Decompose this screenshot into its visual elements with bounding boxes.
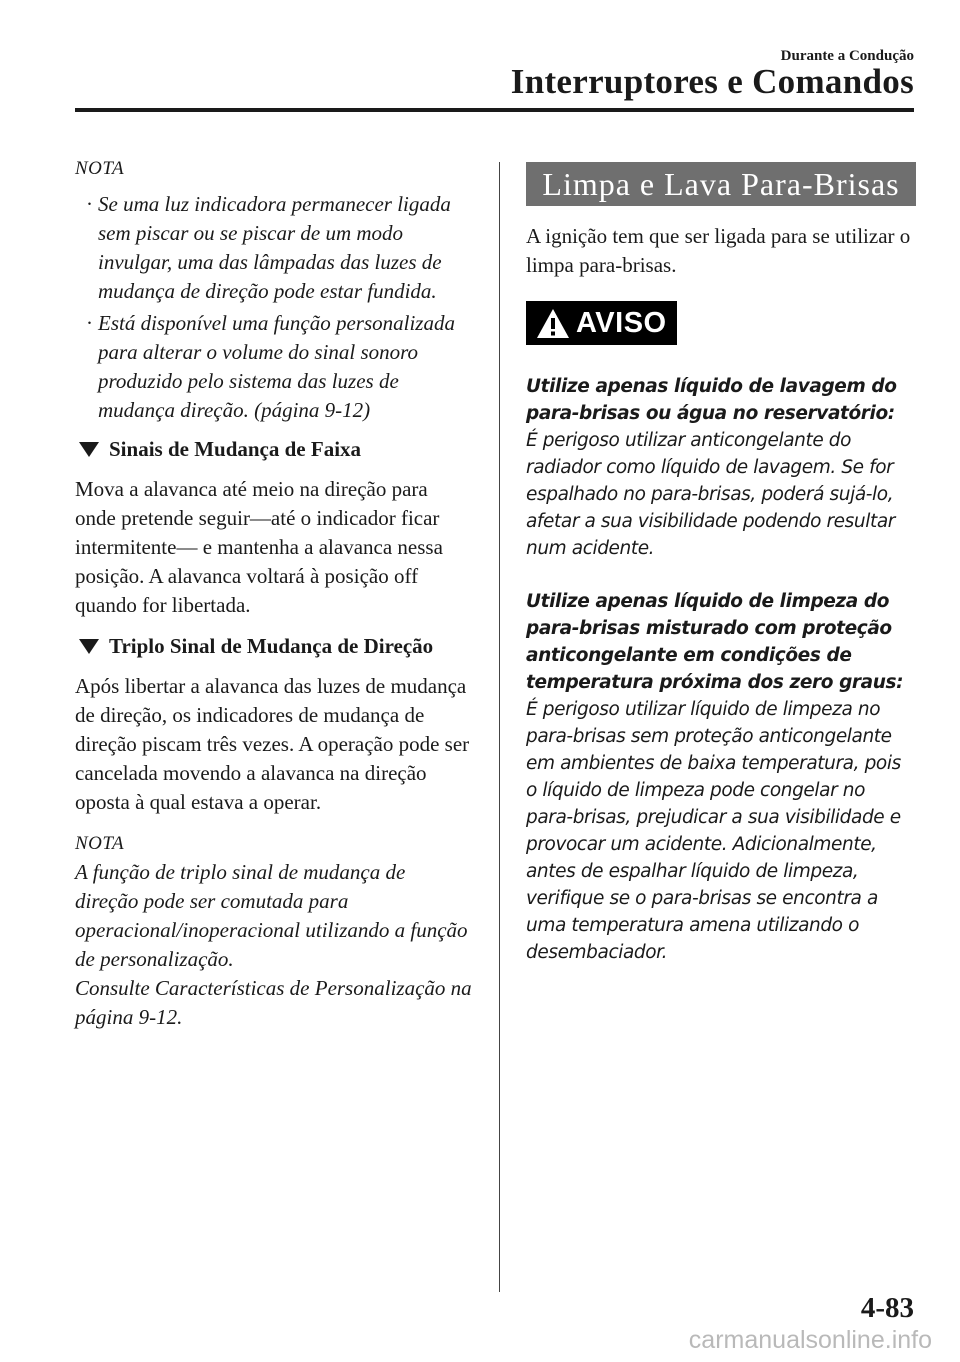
nota-bullet	[75, 309, 473, 425]
nota-text: A função de triplo sinal de mudança de direção pode ser comutada para operacional/inoperacional utilizando a função de personalização.	[75, 860, 468, 971]
watermark: carmanualsonline.info	[688, 1326, 932, 1354]
intro-text: A ignição tem que ser ligada para se utilizar o limpa para-brisas.	[526, 224, 911, 277]
triangle-down-icon	[79, 442, 99, 457]
aviso-badge	[526, 301, 677, 345]
section-banner: Limpa e Lava Para-Brisas	[526, 162, 916, 206]
section-title: Triplo Sinal de Mudança de Direção	[109, 634, 434, 658]
warning-block	[526, 588, 916, 966]
bullet-dot-icon: ·	[86, 311, 93, 335]
nota-text: Consulte Características de Personalização na página 9-12.	[75, 976, 472, 1029]
section-body: Após libertar a alavanca das luzes de mudança de direção, os indicadores de mudança de direção piscam três vezes. A operação pode ser cancelada movendo a alavanca na direção oposta à qual estava a operar.	[75, 674, 470, 814]
warning-body: É perigoso utilizar anticongelante do radiador como líquido de lavagem. Se for espalhado no para-brisas, poderá sujá-lo, afetar a sua visibilidade podendo resultar num acidente.	[526, 430, 895, 559]
bullet-dot-icon: ·	[86, 192, 93, 216]
nota-label: NOTA	[75, 833, 125, 854]
page-number: 4-83	[860, 1292, 914, 1324]
warning-heading: Utilize apenas líquido de limpeza do para-brisas misturado com proteção anticongelante em condições de temperatura próxima dos zero graus:	[526, 591, 904, 693]
section-body: Mova a alavanca até meio na direção para onde pretende seguir—até o indicador ficar intermitente— e mantenha a alavanca nessa posição. A alavanca voltará à posição off quando for libertada.	[75, 477, 443, 617]
warning-block	[526, 373, 916, 562]
section-heading-triple-signal	[75, 632, 473, 660]
nota-block-2	[75, 829, 473, 1032]
chapter-title: Interruptores e Comandos	[510, 62, 914, 101]
warning-triangle-icon	[536, 308, 570, 339]
nota-bullet-text: Está disponível uma função personalizada para alterar o volume do sinal sonoro produzido pelo sistema das luzes de mudança direção. (página 9-12)	[98, 311, 455, 422]
header-rule	[75, 108, 914, 112]
warning-body: É perigoso utilizar líquido de limpeza no para-brisas sem proteção anticongelante em ambientes de baixa temperatura, pois o líquido de limpeza pode congelar no para-brisas, prejudicar a sua visibilidade e provocar um acidente. Adicionalmente, antes de espalhar líquido de limpeza, verifique se o para-brisas se encontra a uma temperatura amena utilizando o desembaciador.	[526, 699, 901, 963]
section-heading-lane-change	[75, 435, 473, 463]
nota-bullet	[75, 190, 473, 306]
warning-heading: Utilize apenas líquido de lavagem do para-brisas ou água no reservatório:	[526, 376, 897, 424]
chapter-subtitle: Durante a Condução	[780, 48, 914, 64]
triangle-down-icon	[79, 639, 99, 654]
aviso-label: AVISO	[576, 306, 667, 339]
column-divider	[499, 162, 500, 1292]
right-column	[526, 162, 916, 966]
nota-label: NOTA	[75, 158, 125, 179]
nota-bullet-text: Se uma luz indicadora permanecer ligada sem piscar ou se piscar de um modo invulgar, uma das lâmpadas das luzes de mudança de direção pode estar fundida.	[98, 192, 451, 303]
nota-block-1	[75, 158, 473, 425]
left-column	[75, 158, 473, 1032]
section-title: Sinais de Mudança de Faixa	[109, 437, 362, 461]
